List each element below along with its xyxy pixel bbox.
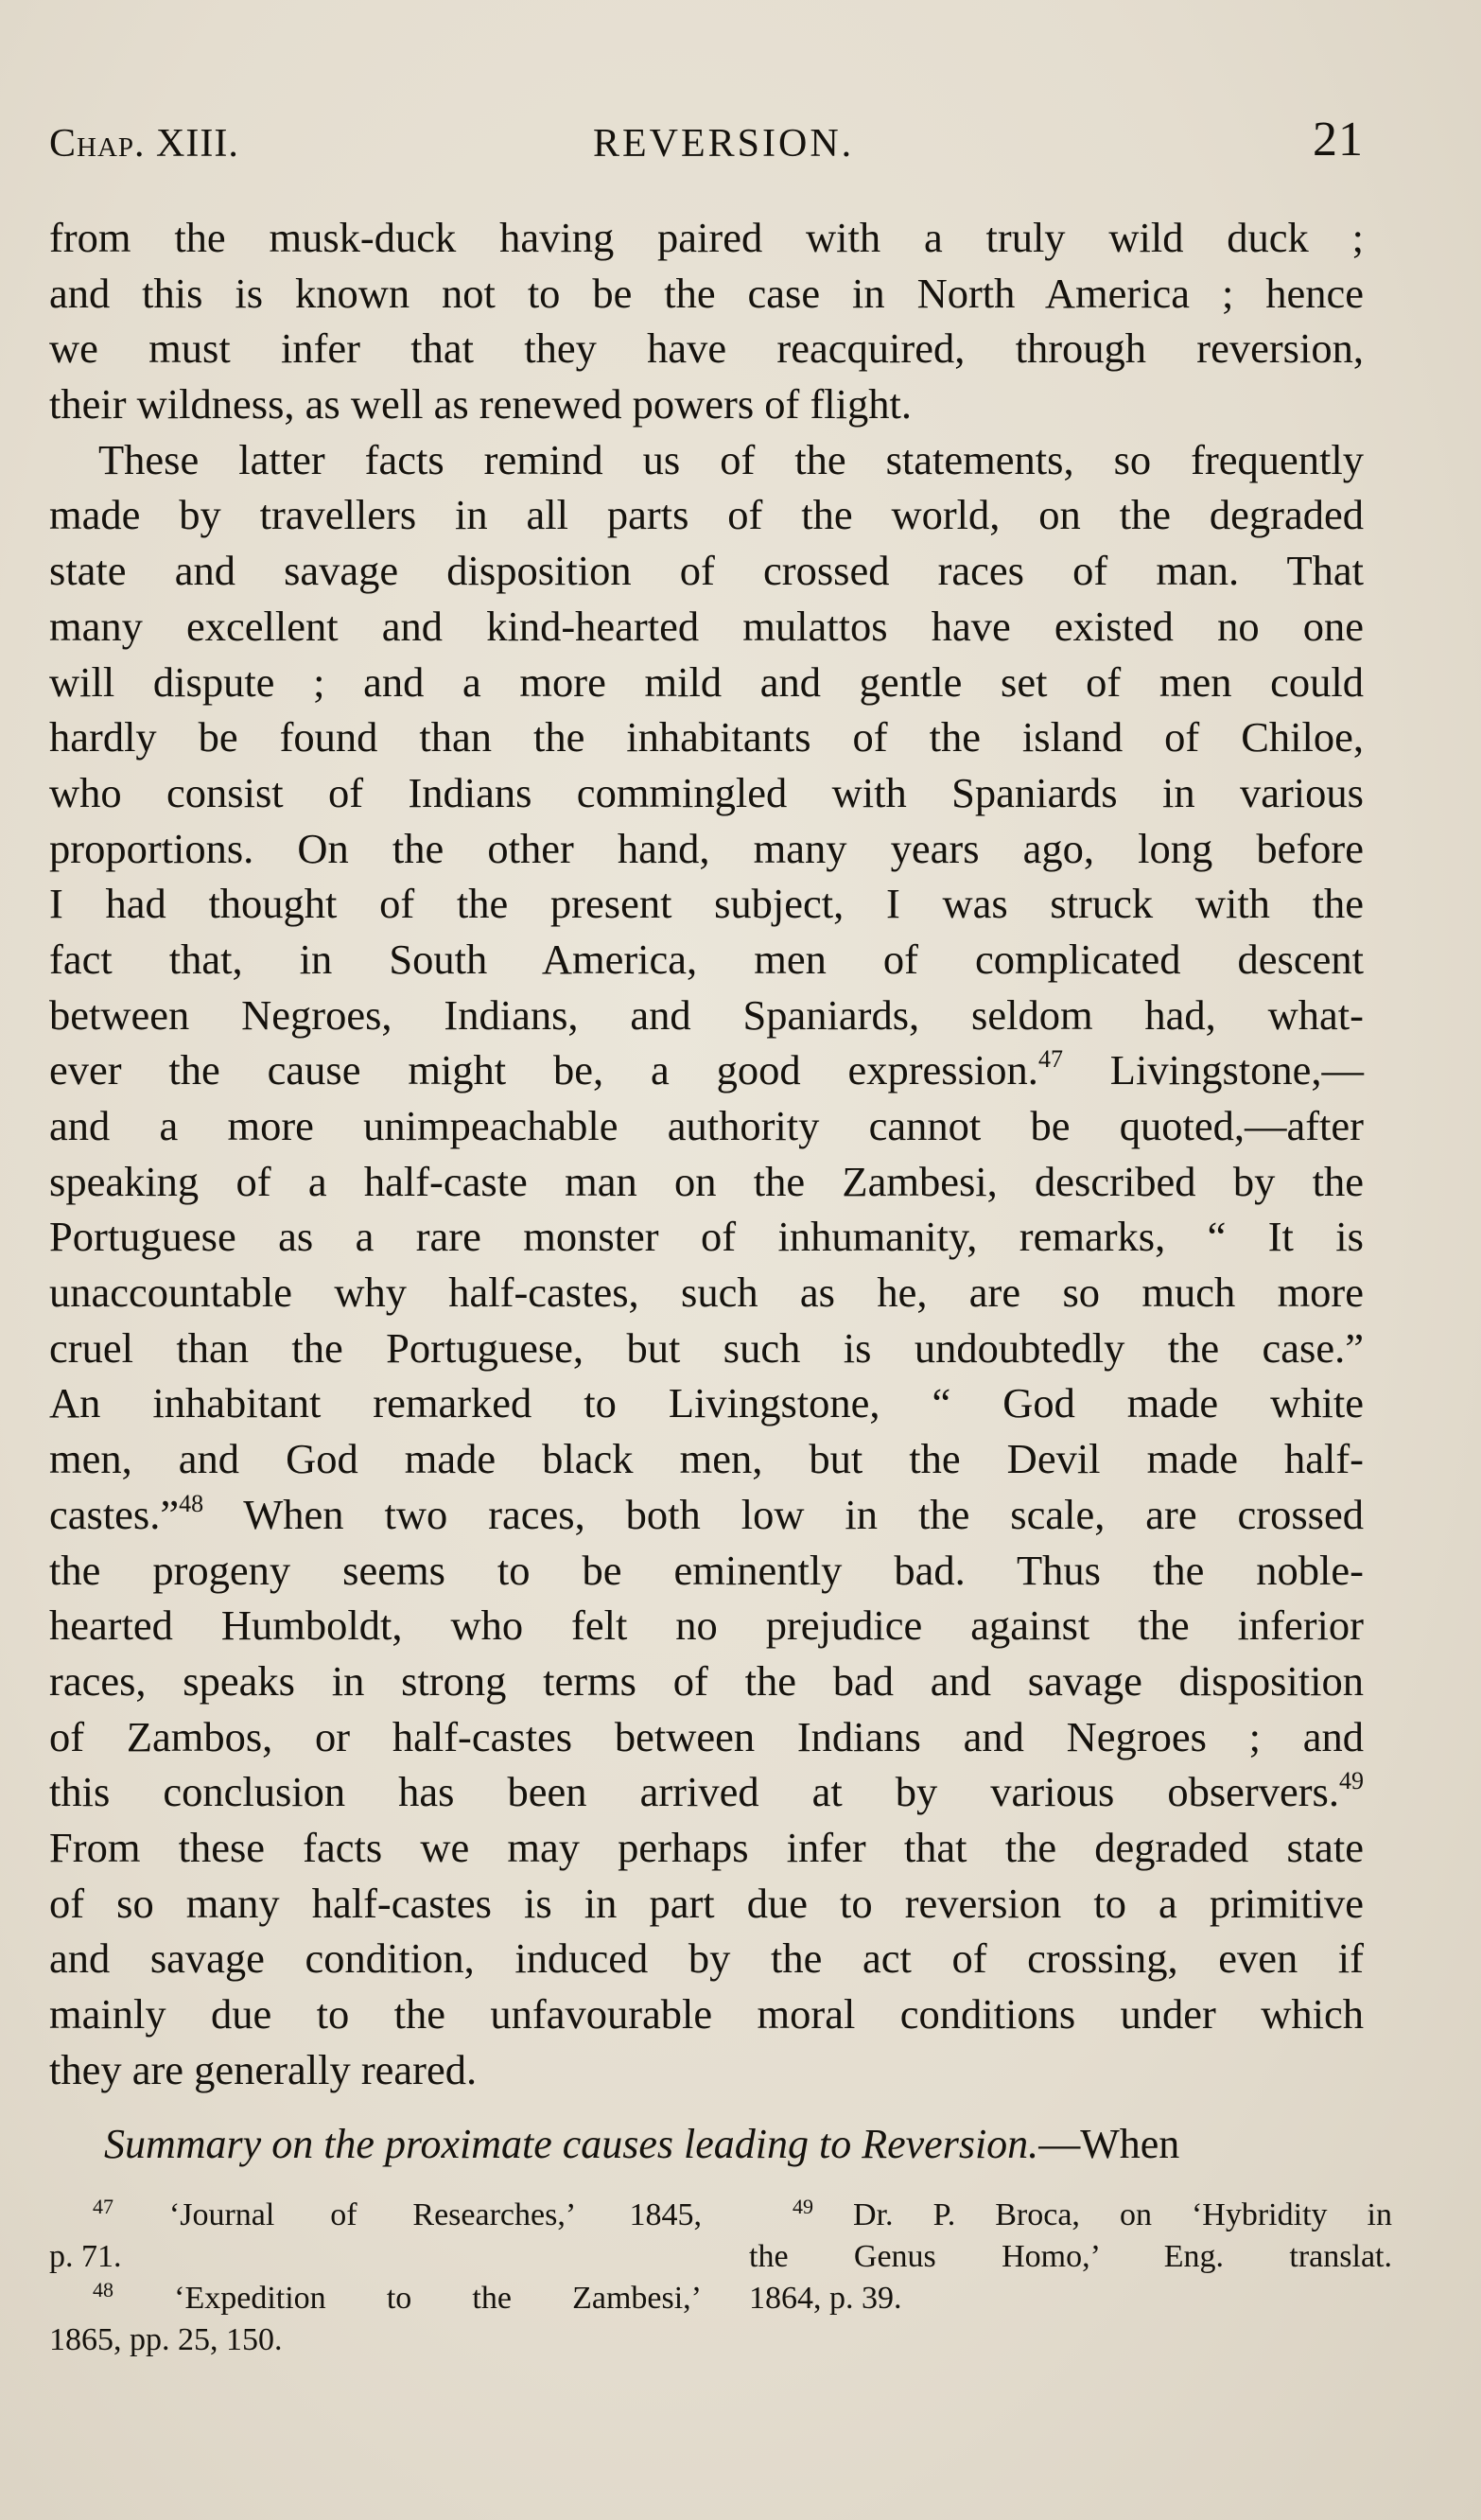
text-line [49, 1042, 1364, 1098]
page-number: 21 [1313, 113, 1364, 166]
footnote-text: Dr. P. Broca, on ‘Hybridity in [853, 2197, 1392, 2232]
text-line: of Zambos, or half-castes between Indians and Negroes ; and [49, 1712, 1364, 1760]
text-line: from the musk-duck having paired with a truly wild duck ; [49, 214, 1364, 261]
text-segment: Livingstone,— [1109, 1046, 1365, 1094]
text-line: who consist of Indians commingled with Spaniards in various [49, 768, 1364, 816]
text-line: and a more unimpeachable authority cannot be quoted,—after [49, 1102, 1364, 1149]
footnote-ref-49: 49 [1339, 1767, 1364, 1795]
summary-rest: —When [1038, 2121, 1180, 2167]
text-segment: When two races, both low in the scale, are crossed [243, 1490, 1365, 1538]
text-line: their wildness, as well as renewed powers of flight. [49, 380, 913, 429]
text-line: unaccountable why half-castes, such as he, are so much more [49, 1269, 1364, 1317]
text-line [49, 1487, 1364, 1543]
footnote-number: 49 [793, 2195, 813, 2218]
text-line: of so many half-castes is in part due to reversion to a primitive [49, 1879, 1364, 1927]
text-line: we must infer that they have reacquired, through reversion, [49, 324, 1364, 373]
text-line [49, 1764, 1364, 1820]
footnote-column-left [49, 2195, 702, 2361]
running-title: REVERSION. [593, 122, 855, 166]
text-line: fact that, in South America, men of complicated descent [49, 935, 1364, 983]
footnote-49 [749, 2195, 1392, 2236]
footnote-column-right [749, 2195, 1392, 2319]
body-text [49, 210, 1364, 2097]
text-line: will dispute ; and a more mild and gentle set of men could [49, 657, 1364, 706]
text-line: many excellent and kind-hearted mulattos have existed no one [49, 602, 1364, 650]
text-segment: ever the cause might be, a good expression. [49, 1046, 1038, 1094]
text-line: From these facts we may perhaps infer that the degraded state [49, 1823, 1364, 1871]
footnote-ref-47: 47 [1037, 1045, 1063, 1074]
text-line: speaking of a half-caste man on the Zambesi, described by the [49, 1157, 1364, 1205]
chapter-label: Chap. XIII. [49, 122, 239, 166]
text-line: made by travellers in all parts of the world, on the degraded [49, 491, 1364, 539]
page-header [49, 112, 1364, 178]
text-line: I had thought of the present subject, I was struck with the [49, 880, 1364, 928]
text-line: state and savage disposition of crossed races of man. That [49, 547, 1364, 595]
footnote-ref-48: 48 [179, 1489, 204, 1517]
text-line: the progeny seems to be eminently bad. Thus the noble- [49, 1546, 1364, 1594]
footnote-text: ‘Journal of Researches,’ 1845, [168, 2197, 703, 2232]
text-line: between Negroes, Indians, and Spaniards, seldom had, what- [49, 990, 1364, 1039]
footnote-47 [49, 2195, 702, 2236]
text-line: and this is known not to be the case in North America ; hence [49, 269, 1364, 317]
text-line: they are generally reared. [49, 2045, 478, 2093]
footnote-48 [49, 2278, 702, 2319]
footnote-text: ‘Expedition to the Zambesi,’ [174, 2281, 703, 2316]
text-line: cruel than the Portuguese, but such is undoubtedly the case.” [49, 1323, 1364, 1372]
summary-heading [104, 2117, 1364, 2172]
text-line: and savage condition, induced by the act of crossing, even if [49, 1934, 1364, 1983]
footnote-number: 48 [93, 2278, 113, 2301]
text-line: proportions. On the other hand, many years ago, long before [49, 824, 1364, 872]
footnote-49-cont: the Genus Homo,’ Eng. translat. [749, 2239, 1392, 2274]
text-segment: this conclusion has been arrived at by various observers. [49, 1768, 1339, 1816]
footnote-49-cont: 1864, p. 39. [749, 2281, 902, 2316]
text-line: mainly due to the unfavourable moral conditions under which [49, 1990, 1364, 2038]
text-line: An inhabitant remarked to Livingstone, “ God made white [49, 1379, 1364, 1427]
paragraph-start-line: These latter facts remind us of the statements, so frequently [98, 435, 1364, 483]
footnote-47-cont: p. 71. [49, 2239, 122, 2274]
text-line: races, speaks in strong terms of the bad and savage disposition [49, 1656, 1364, 1705]
text-line: hearted Humboldt, who felt no prejudice against the inferior [49, 1601, 1364, 1650]
text-segment: castes.” [49, 1490, 180, 1538]
footnote-48-cont: 1865, pp. 25, 150. [49, 2322, 283, 2357]
text-line: hardly be found than the inhabitants of the island of Chiloe, [49, 713, 1364, 761]
text-line: Portuguese as a rare monster of inhumanity, remarks, “ It is [49, 1213, 1364, 1261]
footnote-number: 47 [93, 2195, 113, 2218]
summary-italic: Summary on the proximate causes leading to Reversion. [104, 2121, 1039, 2167]
text-line: men, and God made black men, but the Devil made half- [49, 1435, 1364, 1483]
